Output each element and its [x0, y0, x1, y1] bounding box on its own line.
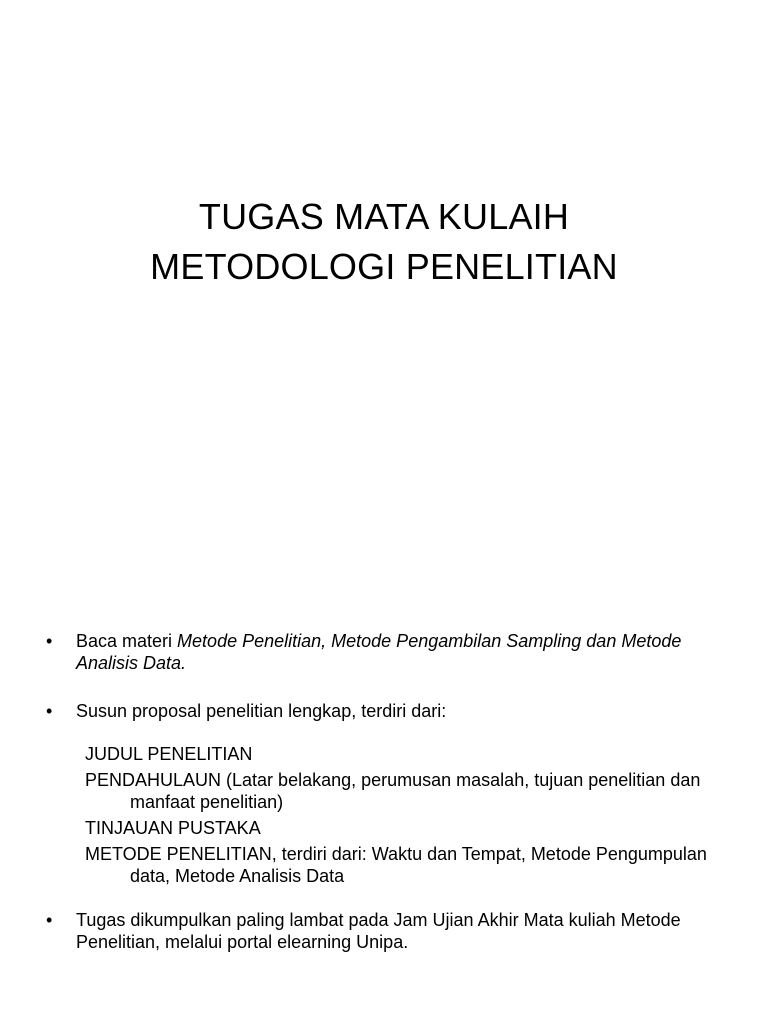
outline-item-metode: METODE PENELITIAN, terdiri dari: Waktu dan Tempat, Metode Pengumpulan data, Metode Analisis Data — [85, 844, 707, 886]
bullet-item-submission — [46, 909, 736, 953]
bullet-text: Susun proposal penelitian lengkap, terdiri dari: — [76, 701, 447, 721]
outline-item-judul: JUDUL PENELITIAN — [85, 744, 253, 764]
slide-title-line-1: TUGAS MATA KULAIH — [198, 196, 570, 237]
slide-title — [0, 192, 768, 292]
slide-body — [46, 630, 736, 953]
bullet-text-italic: Metode Penelitian, Metode Pengambilan Sampling dan Metode Analisis Data. — [76, 631, 682, 673]
outline-item-tinjauan: TINJAUAN PUSTAKA — [85, 818, 261, 838]
slide-title-line-2: METODOLOGI PENELITIAN — [150, 246, 618, 287]
bullet-item-read-material — [46, 630, 736, 674]
bullet-dot: • — [46, 631, 53, 651]
outline-item-pendahuluan: PENDAHULAUN (Latar belakang, perumusan masalah, tujuan penelitian dan manfaat penelitian) — [85, 770, 701, 812]
bullet-dot: • — [46, 910, 53, 930]
bullet-text-prefix: Baca materi — [76, 631, 178, 651]
proposal-outline-list — [46, 743, 736, 887]
bullet-item-compose-proposal — [46, 700, 736, 722]
bullet-text: Tugas dikumpulkan paling lambat pada Jam Ujian Akhir Mata kuliah Metode Penelitian, melalui portal elearning Unipa. — [76, 910, 681, 952]
bullet-dot: • — [46, 701, 53, 721]
